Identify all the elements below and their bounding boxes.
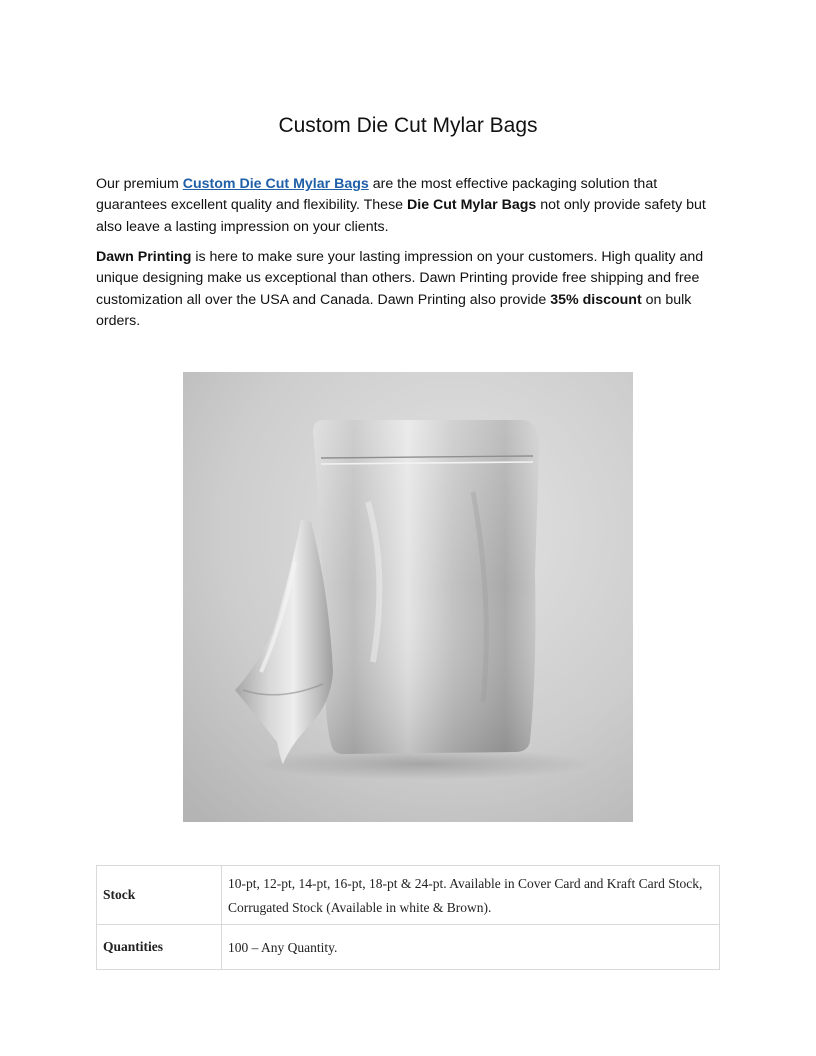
spec-label: Quantities (97, 925, 222, 970)
company-end-text: on bulk orders. (96, 291, 692, 329)
intro-paragraph (96, 174, 724, 238)
spec-label: Stock (97, 866, 222, 925)
company-paragraph (96, 247, 724, 332)
large-mylar-bag (313, 420, 539, 754)
product-photo (183, 372, 633, 822)
discount-bold: 35% discount (550, 291, 642, 308)
page-title: Custom Die Cut Mylar Bags (278, 114, 538, 137)
intro-text: Our premium (96, 176, 183, 192)
table-row (97, 925, 720, 970)
company-middle-text: is here to make sure your lasting impression on your customers. High quality and unique designing make us exceptional than others. Dawn Printing provide free shipping and free customization all over the USA and Canada. Dawn Printing also provide (96, 249, 704, 308)
spec-value: 100 – Any Quantity. (222, 925, 720, 970)
table-row (97, 866, 720, 925)
spec-table (96, 865, 720, 970)
product-name-bold: Die Cut Mylar Bags (407, 197, 537, 214)
product-link[interactable]: Custom Die Cut Mylar Bags (182, 176, 369, 192)
company-name-bold: Dawn Printing (96, 249, 192, 265)
spec-value: 10-pt, 12-pt, 14-pt, 16-pt, 18-pt & 24-pt. Available in Cover Card and Kraft Card Stock, Corrugated Stock (Available in white & Brown). (222, 866, 720, 925)
intro-middle-text: are the most effective packaging solution that guarantees excellent quality and flexibility. These (96, 176, 658, 214)
intro-end-text: not only provide safety but also leave a lasting impression on your clients. (96, 197, 706, 235)
